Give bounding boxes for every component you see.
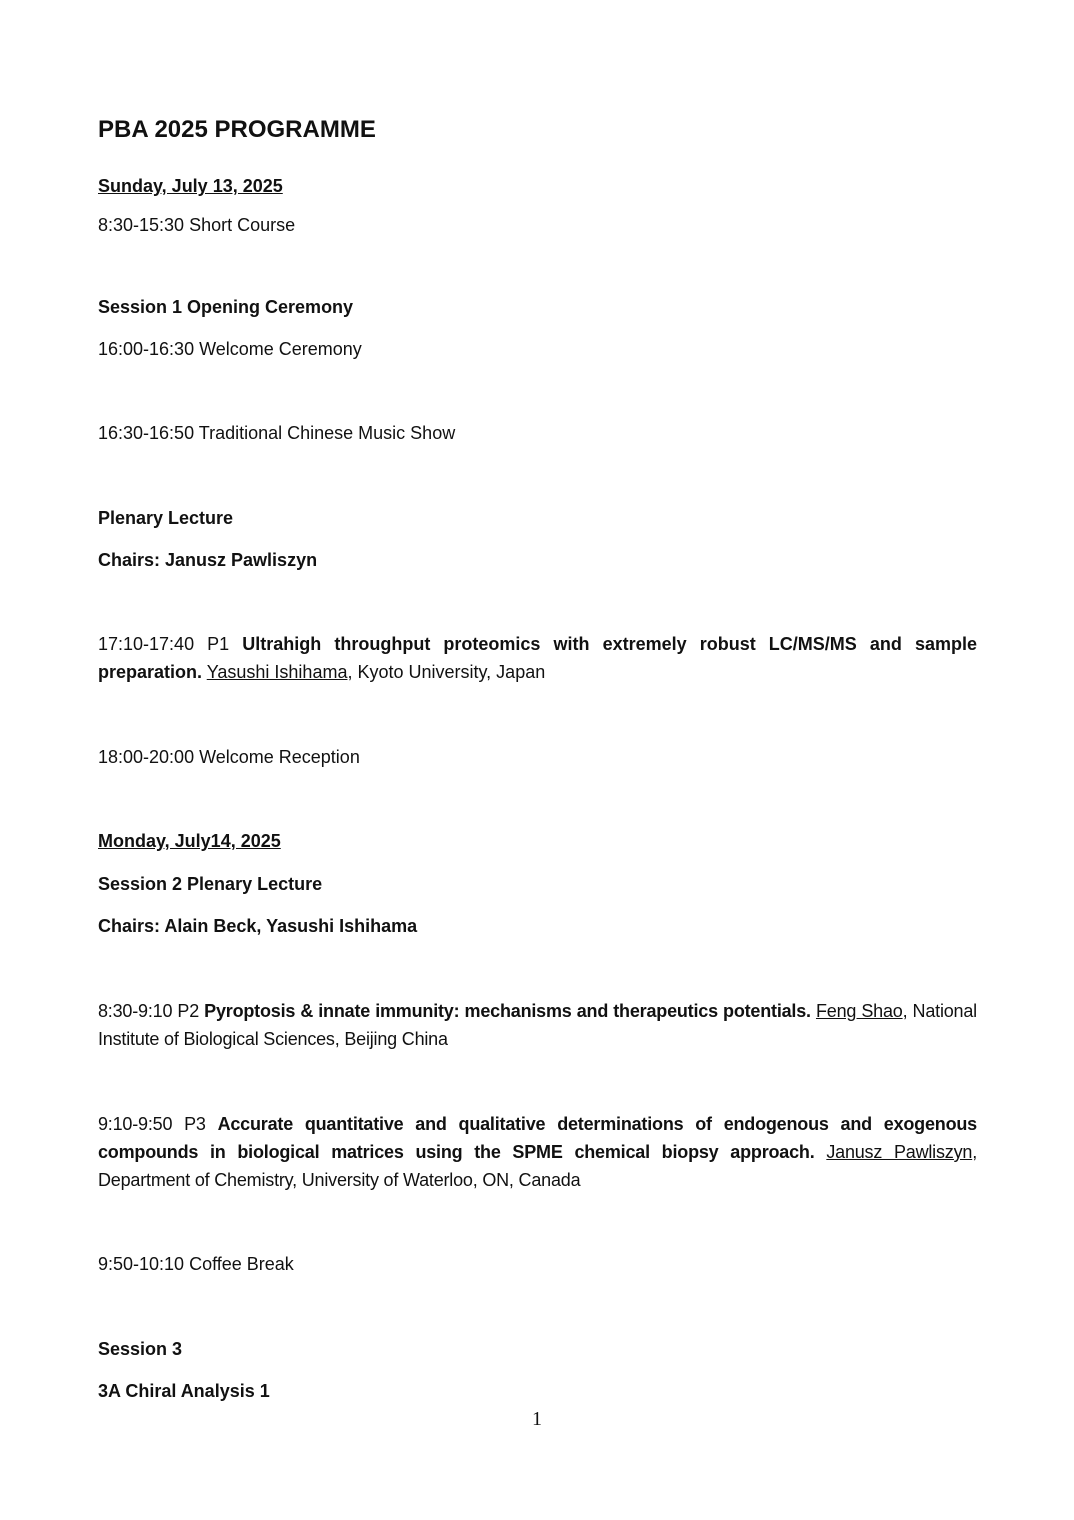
page-title: PBA 2025 PROGRAMME [98,116,376,143]
lecture-p1 [98,630,977,686]
p1-affiliation: , Kyoto University, Japan [347,662,546,682]
session3a-heading: 3A Chiral Analysis 1 [98,1381,270,1401]
p1-title: Ultrahigh throughput proteomics with extremely robust LC/MS/MS and sample preparation. [98,634,978,682]
plenary-chairs: Chairs: Janusz Pawliszyn [98,550,318,570]
session2-heading: Session 2 Plenary Lecture [98,874,323,894]
plenary-heading: Plenary Lecture [98,508,234,528]
p2-time-code: 8:30-9:10 P2 [98,1001,205,1021]
welcome-ceremony-item: 16:00-16:30 Welcome Ceremony [98,339,362,359]
p3-speaker: Janusz Pawliszyn [826,1142,973,1162]
p2-title: Pyroptosis & innate immunity: mechanisms and therapeutics potentials. [204,1001,811,1021]
lecture-p3 [98,1110,977,1194]
welcome-reception-item: 18:00-20:00 Welcome Reception [98,747,360,767]
p1-time-code: 17:10-17:40 P1 [98,634,243,654]
session2-chairs: Chairs: Alain Beck, Yasushi Ishihama [98,916,418,936]
day2-date: Monday, July14, 2025 [98,831,281,851]
p3-time-code: 9:10-9:50 P3 [98,1114,218,1134]
p3-affiliation: , Department of Chemistry, University of Waterloo, ON, Canada [98,1142,977,1190]
p2-speaker: Feng Shao [815,1001,903,1021]
p1-speaker: Yasushi Ishihama [206,662,348,682]
day1-date: Sunday, July 13, 2025 [98,176,283,196]
session3-heading: Session 3 [98,1339,183,1359]
music-show-item: 16:30-16:50 Traditional Chinese Music Show [98,423,456,443]
page-number: 1 [532,1408,542,1430]
p2-affiliation: , National Institute of Biological Sciences, Beijing China [98,1001,977,1049]
short-course-item: 8:30-15:30 Short Course [98,215,296,235]
coffee-break-item: 9:50-10:10 Coffee Break [98,1254,294,1274]
p3-title: Accurate quantitative and qualitative determinations of endogenous and exogenous compounds in biological matrices using the SPME chemical biopsy approach. [98,1114,977,1162]
session1-heading: Session 1 Opening Ceremony [98,297,354,317]
lecture-p2 [98,997,977,1053]
